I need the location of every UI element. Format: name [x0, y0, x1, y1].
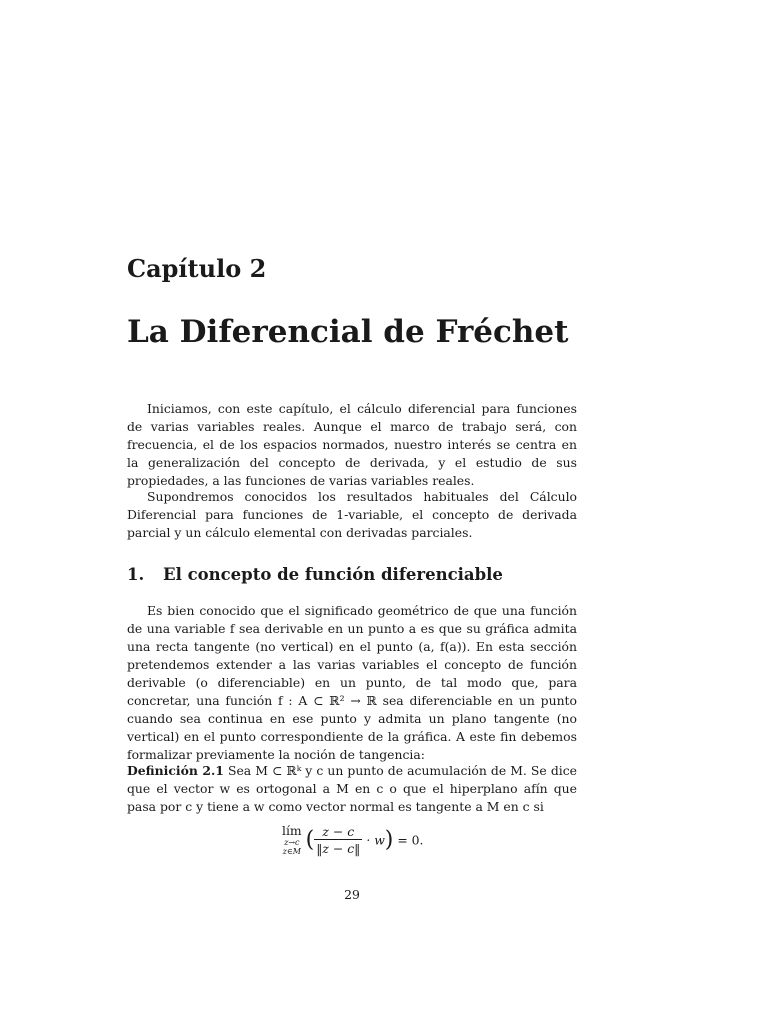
section-paragraph: Es bien conocido que el significado geométrico de que una función de una variable f sea derivable en un punto a es que su gráfica admita una recta tangente (no vertical) en el punto (a, f(a)). En esta sección pretendemos extender a las varias variables el concepto de función derivable (o diferenciable) en un punto, de tal modo que, para concretar, una función f : A ⊂ ℝ² → ℝ sea diferenciable en un punto cuando sea continua en ese punto y admita un plano tangente (no vertical) en el punto correspondiente de la gráfica. A este fin debemos formalizar previamente la noción de tangencia: [127, 603, 577, 762]
dot-w: · w [366, 832, 385, 848]
intro-paragraph-1: Iniciamos, con este capítulo, el cálculo diferencial para funciones de varias variables reales. Aunque el marco de trabajo será, con frecuencia, el de los espacios normados, nuestro interés se centra en la generalización del concepto de derivada, y el estudio de sus propiedades, a las funciones de varias variables reales. [127, 401, 577, 488]
fraction-denominator: ‖z − c‖ [316, 841, 361, 856]
close-paren: ) [384, 827, 394, 853]
page-number: 29 [344, 887, 360, 902]
definition-label: Definición 2.1 [127, 763, 224, 778]
chapter-title: La Diferencial de Fréchet [127, 314, 569, 350]
section-title: El concepto de función diferenciable [163, 565, 503, 584]
open-paren: ( [305, 827, 315, 853]
limit-subscript-1: z→c [284, 838, 300, 847]
definition-block [127, 762, 577, 816]
fraction-numerator: z − c [322, 824, 355, 839]
definition-text: Sea M ⊂ ℝᵏ y c un punto de acumulación de M. Se dice que el vector w es ortogonal a M en c o que el hiperplano afín que pasa por c y tiene a w como vector normal es tangente a M en c si [127, 763, 577, 814]
limit-subscript-2: z∈M [282, 847, 301, 856]
section-number: 1. [127, 565, 145, 584]
limit-operator [282, 824, 302, 856]
chapter-label: Capítulo 2 [127, 254, 267, 283]
equals-zero: = 0. [397, 832, 424, 848]
intro-paragraph-2: Supondremos conocidos los resultados habituales del Cálculo Diferencial para funciones de 1-variable, el concepto de derivada parcial y un cálculo elemental con derivadas parciales. [127, 489, 577, 540]
limit-formula [282, 824, 424, 856]
limit-word: lím [282, 823, 302, 838]
section-heading [127, 565, 577, 584]
fraction [314, 824, 362, 856]
